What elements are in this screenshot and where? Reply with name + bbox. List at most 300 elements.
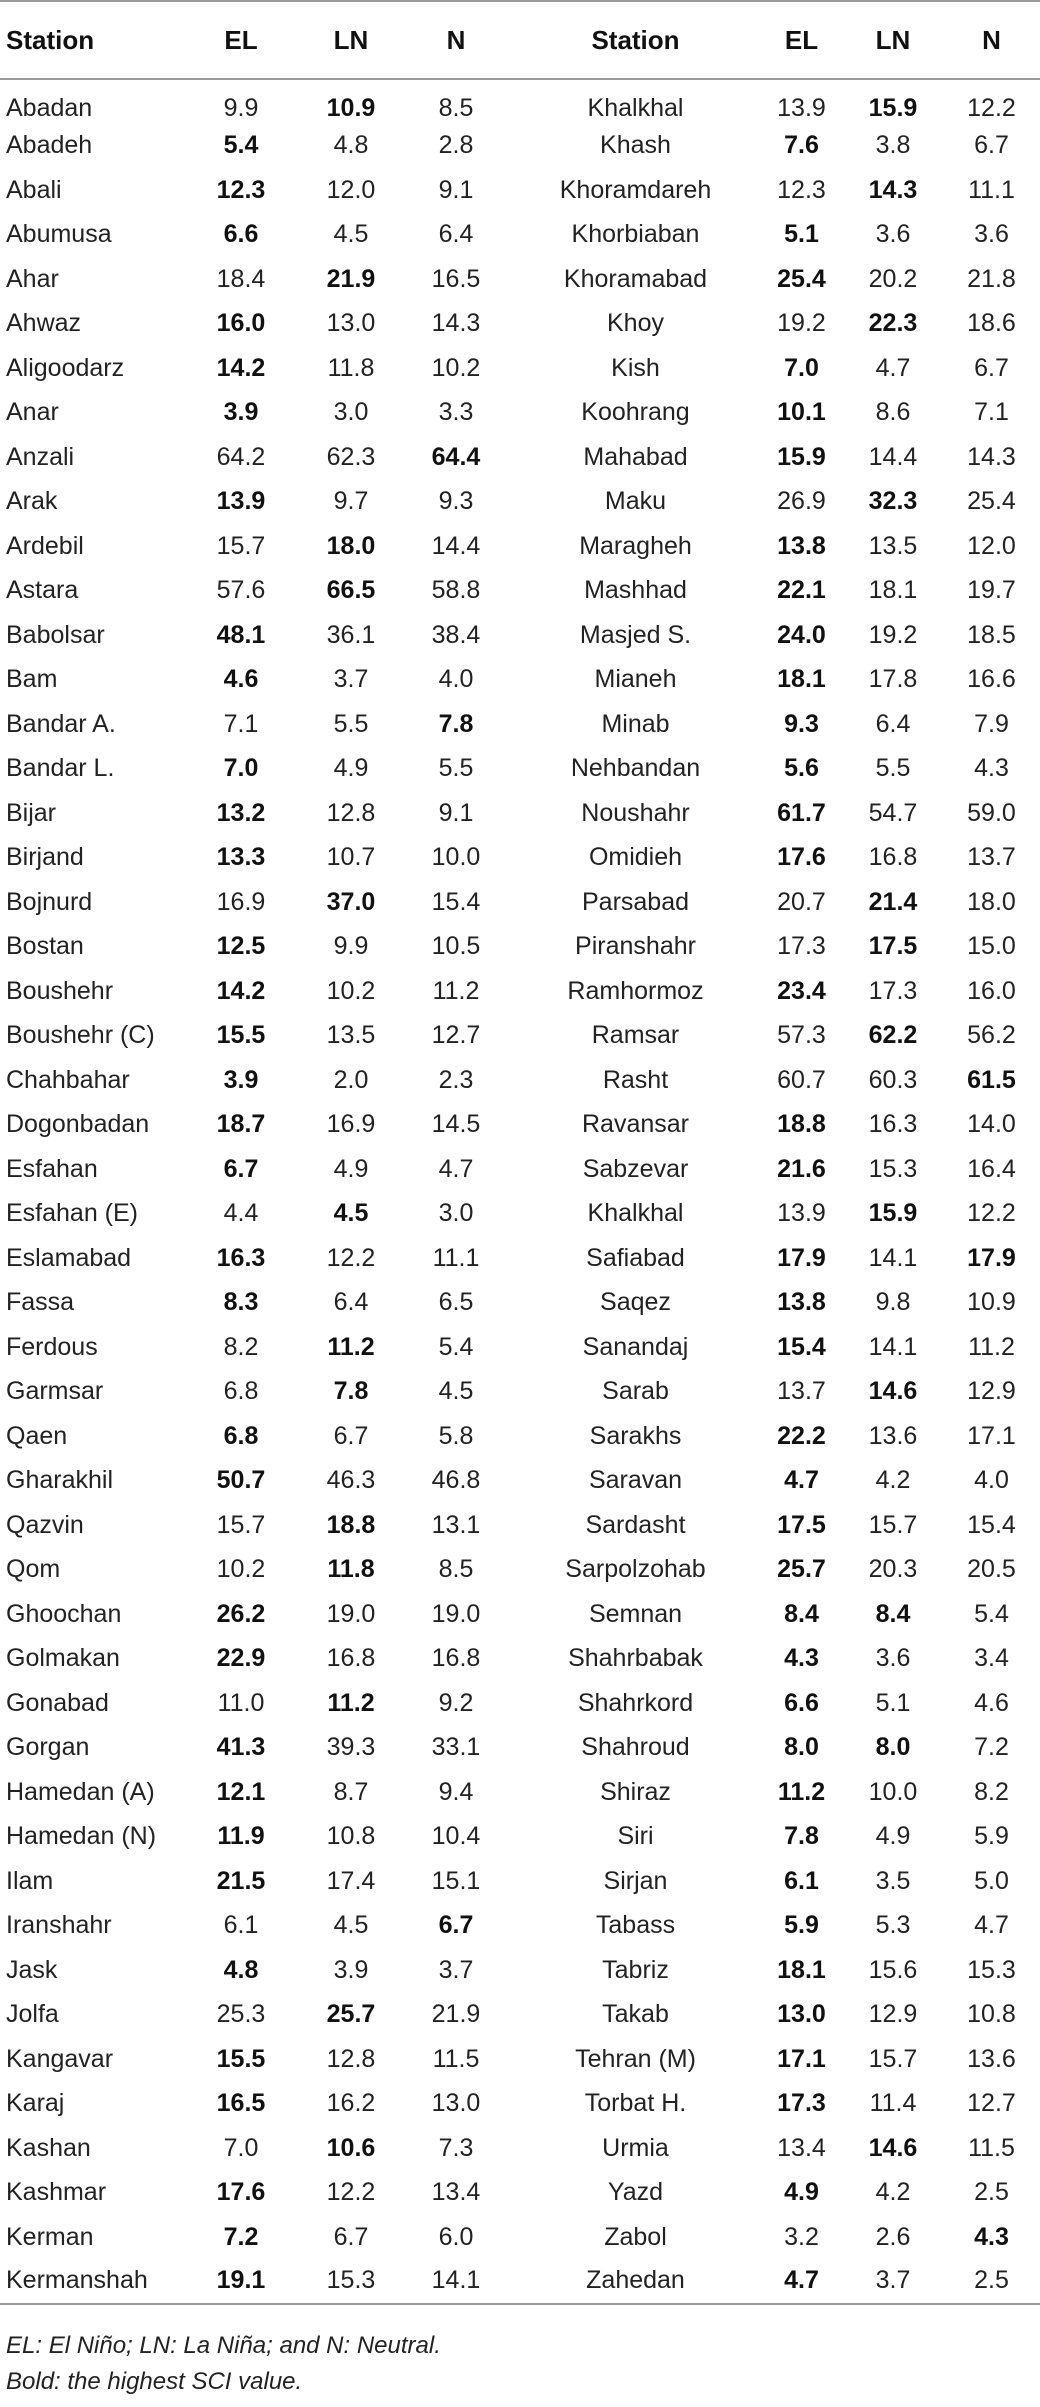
- ln-value-left: 6.7: [333, 1421, 369, 1450]
- station-name-left: Bam: [6, 665, 58, 694]
- ln-value-left: 4.5: [333, 1911, 369, 1940]
- highest-sci-value: 4.3: [974, 2222, 1009, 2251]
- n-value-left: 58.8: [431, 576, 481, 605]
- highest-sci-value: 3.9: [223, 398, 259, 427]
- highest-sci-value: 17.6: [777, 843, 826, 872]
- n-value-right: 8.2: [974, 1777, 1009, 1806]
- highest-sci-value: 8.0: [875, 1733, 911, 1762]
- table-row: [0, 2171, 1040, 2216]
- table-row: [0, 2215, 1040, 2260]
- highest-sci-value: 22.1: [777, 576, 826, 605]
- header-el-left: EL: [181, 1, 301, 79]
- table-row: [0, 1325, 1040, 1370]
- n-value-right: 14.0: [967, 1110, 1016, 1139]
- el-value-right: [760, 1414, 843, 1459]
- ln-value-left: [301, 1192, 401, 1237]
- el-value-right: [760, 1503, 843, 1548]
- el-value-right: [760, 1993, 843, 2038]
- ln-value-right: 4.2: [875, 2178, 911, 2207]
- n-value-right: 18.5: [967, 620, 1016, 649]
- highest-sci-value: 5.1: [784, 220, 819, 249]
- station-name-left: Qom: [6, 1555, 61, 1584]
- n-value-left: 12.7: [431, 1021, 481, 1050]
- highest-sci-value: 61.7: [777, 798, 826, 827]
- table-row: [0, 2126, 1040, 2171]
- station-name-right: Ramhormoz: [567, 976, 704, 1005]
- n-value-right: 3.4: [974, 1644, 1009, 1673]
- ln-value-right: 3.8: [875, 131, 911, 160]
- table-row: [0, 969, 1040, 1014]
- ln-value-right: 3.7: [843, 2260, 943, 2305]
- ln-value-left: 3.9: [333, 1955, 369, 1984]
- ln-value-left: 16.8: [326, 1644, 376, 1673]
- station-name-right: Sirjan: [603, 1866, 668, 1895]
- el-value-right: 13.9: [777, 94, 826, 123]
- station-name-right: Ravansar: [582, 1110, 689, 1139]
- highest-sci-value: 37.0: [326, 887, 376, 916]
- ln-value-left: 16.9: [326, 1110, 376, 1139]
- el-value-right: [760, 1281, 843, 1326]
- ln-value-left: 39.3: [326, 1733, 376, 1762]
- highest-sci-value: 7.8: [784, 1822, 819, 1851]
- station-name-left: Abadan: [6, 94, 93, 123]
- ln-value-right: [843, 480, 943, 525]
- ln-value-left: [301, 880, 401, 925]
- table-row: [0, 791, 1040, 836]
- table-row: [0, 1681, 1040, 1726]
- n-value-left: 14.4: [431, 531, 481, 560]
- n-value-right: 56.2: [967, 1021, 1016, 1050]
- ln-value-right: 15.7: [868, 1510, 918, 1539]
- ln-value-right: 4.2: [875, 1466, 911, 1495]
- header-station-left: Station: [0, 1, 181, 79]
- n-value-left: 11.2: [432, 976, 480, 1005]
- ln-value-right: 6.4: [875, 709, 911, 738]
- el-value-right: [760, 524, 843, 569]
- el-value-left: 11.0: [217, 1688, 265, 1717]
- n-value-left: 19.0: [431, 1599, 481, 1628]
- highest-sci-value: 7.8: [333, 1377, 369, 1406]
- table-row: [0, 925, 1040, 970]
- table-row: [0, 702, 1040, 747]
- station-name-left: Kashmar: [6, 2178, 107, 2207]
- highest-sci-value: 4.8: [223, 1955, 259, 1984]
- highest-sci-value: 4.5: [333, 1199, 369, 1228]
- ln-value-right: [843, 1592, 943, 1637]
- n-value-left: 3.3: [438, 398, 474, 427]
- ln-value-right: 3.6: [875, 1644, 911, 1673]
- ln-value-right: 9.8: [875, 1288, 911, 1317]
- el-value-right: [760, 1726, 843, 1771]
- ln-value-left: 9.9: [333, 932, 369, 961]
- el-value-left: 6.8: [223, 1377, 259, 1406]
- el-value-right: [760, 836, 843, 881]
- el-value-left: 7.0: [223, 2133, 259, 2162]
- ln-value-right: [843, 79, 943, 124]
- n-value-right: 10.9: [967, 1288, 1016, 1317]
- n-value-left: 9.4: [438, 1777, 474, 1806]
- station-name-right: Saravan: [588, 1466, 683, 1495]
- station-name-right: Minab: [601, 709, 670, 738]
- n-value-left: 7.3: [438, 2133, 474, 2162]
- station-name-left: Iranshahr: [6, 1911, 112, 1940]
- station-name-left: Gharakhil: [6, 1466, 113, 1495]
- station-name-left: Esfahan (E): [6, 1199, 139, 1228]
- el-value-left: [181, 391, 301, 436]
- el-value-left: 15.7: [216, 531, 266, 560]
- n-value-left: 46.8: [431, 1466, 481, 1495]
- header-n-left: N: [401, 1, 511, 79]
- ln-value-left: [301, 569, 401, 614]
- ln-value-left: 4.9: [333, 1154, 369, 1183]
- el-value-right: [760, 1325, 843, 1370]
- station-name-right: Shiraz: [600, 1777, 671, 1806]
- station-name-right: Mahabad: [583, 442, 688, 471]
- n-value-right: 3.6: [974, 220, 1009, 249]
- highest-sci-value: 17.1: [777, 2044, 826, 2073]
- n-value-left: 4.0: [438, 665, 474, 694]
- station-name-left: Hamedan (A): [6, 1777, 155, 1806]
- ln-value-right: 3.5: [875, 1866, 911, 1895]
- ln-value-left: [301, 1325, 401, 1370]
- el-value-left: [181, 1147, 301, 1192]
- n-value-left: [401, 1904, 511, 1949]
- n-value-left: 8.5: [438, 1555, 474, 1584]
- n-value-left: 14.3: [431, 309, 481, 338]
- highest-sci-value: 11.2: [327, 1688, 375, 1717]
- table-row: [0, 435, 1040, 480]
- ln-value-right: [843, 168, 943, 213]
- ln-value-left: 4.8: [333, 131, 369, 160]
- highest-sci-value: 6.1: [784, 1866, 819, 1895]
- el-value-right: [760, 1815, 843, 1860]
- ln-value-right: 15.3: [868, 1154, 918, 1183]
- el-value-right: 26.9: [777, 487, 826, 516]
- el-value-left: [181, 2171, 301, 2216]
- n-value-right: 11.5: [968, 2133, 1015, 2162]
- table-row: [0, 2260, 1040, 2305]
- el-value-right: 57.3: [777, 1021, 826, 1050]
- station-name-left: Bandar L.: [6, 754, 115, 783]
- station-name-right: Maragheh: [579, 531, 692, 560]
- el-value-left: [181, 1014, 301, 1059]
- highest-sci-value: 25.7: [326, 2000, 376, 2029]
- n-value-left: 3.7: [438, 1955, 474, 1984]
- ln-value-left: [301, 2126, 401, 2171]
- ln-value-left: 15.3: [301, 2260, 401, 2305]
- highest-sci-value: 14.2: [216, 976, 266, 1005]
- n-value-right: 4.0: [974, 1466, 1009, 1495]
- ln-value-right: 17.3: [868, 976, 918, 1005]
- ln-value-right: [843, 1192, 943, 1237]
- table-row: [0, 836, 1040, 881]
- el-value-left: 9.9: [223, 94, 259, 123]
- n-value-right: [943, 2215, 1040, 2260]
- table-row: [0, 747, 1040, 792]
- n-value-left: 13.1: [431, 1510, 481, 1539]
- n-value-right: 6.7: [974, 353, 1009, 382]
- highest-sci-value: 23.4: [777, 976, 826, 1005]
- n-value-right: 4.6: [974, 1688, 1009, 1717]
- station-name-left: Hamedan (N): [6, 1822, 157, 1851]
- el-value-left: [181, 1236, 301, 1281]
- el-value-left: 64.2: [216, 442, 266, 471]
- n-value-right: 15.3: [967, 1955, 1016, 1984]
- table-header: [0, 1, 1040, 79]
- highest-sci-value: 13.0: [777, 2000, 826, 2029]
- n-value-left: 9.1: [438, 175, 474, 204]
- n-value-right: 16.4: [967, 1154, 1016, 1183]
- ln-value-right: [843, 1370, 943, 1415]
- n-value-left: 5.5: [438, 754, 474, 783]
- n-value-right: 2.5: [943, 2260, 1040, 2305]
- table-row: [0, 2037, 1040, 2082]
- highest-sci-value: 18.1: [777, 665, 826, 694]
- highest-sci-value: 6.6: [784, 1688, 819, 1717]
- ln-value-right: 15.7: [868, 2044, 918, 2073]
- n-value-left: 9.1: [438, 798, 474, 827]
- n-value-left: 4.5: [438, 1377, 474, 1406]
- table-row: [0, 79, 1040, 124]
- highest-sci-value: 62.2: [868, 1021, 918, 1050]
- highest-sci-value: 7.2: [223, 2222, 259, 2251]
- el-value-left: 15.7: [216, 1510, 266, 1539]
- station-name-right: Shahrkord: [577, 1688, 694, 1717]
- el-value-right: 20.7: [777, 887, 826, 916]
- highest-sci-value: 21.5: [216, 1866, 266, 1895]
- header-station-right: Station: [511, 1, 760, 79]
- n-value-right: 5.0: [974, 1866, 1009, 1895]
- ln-value-right: 16.3: [868, 1110, 918, 1139]
- n-value-left: 10.5: [431, 932, 481, 961]
- el-value-right: [760, 2037, 843, 2082]
- ln-value-right: 5.3: [875, 1911, 911, 1940]
- ln-value-right: [843, 302, 943, 347]
- ln-value-left: 4.9: [333, 754, 369, 783]
- highest-sci-value: 6.7: [438, 1911, 474, 1940]
- station-name-left: Aligoodarz: [6, 353, 125, 382]
- highest-sci-value: 66.5: [326, 576, 376, 605]
- highest-sci-value: 12.3: [216, 175, 266, 204]
- table-row: [0, 1281, 1040, 1326]
- el-value-right: [760, 1859, 843, 1904]
- el-value-right: [760, 2171, 843, 2216]
- highest-sci-value: 10.6: [326, 2133, 376, 2162]
- highest-sci-value: 6.8: [223, 1421, 259, 1450]
- highest-sci-value: 13.2: [216, 798, 266, 827]
- ln-value-left: 11.8: [327, 353, 375, 382]
- table-row: [0, 524, 1040, 569]
- station-name-left: Golmakan: [6, 1644, 120, 1673]
- station-name-right: Piranshahr: [575, 932, 696, 961]
- highest-sci-value: 7.0: [784, 353, 819, 382]
- station-name-right: Khoy: [607, 309, 664, 338]
- ln-value-left: 4.5: [333, 220, 369, 249]
- highest-sci-value: 32.3: [868, 487, 918, 516]
- n-value-right: 12.7: [967, 2089, 1016, 2118]
- el-value-left: [181, 1281, 301, 1326]
- highest-sci-value: 48.1: [216, 620, 266, 649]
- el-value-left: [181, 1414, 301, 1459]
- n-value-left: 10.2: [431, 353, 481, 382]
- n-value-right: 18.0: [967, 887, 1016, 916]
- n-value-left: 3.0: [438, 1199, 474, 1228]
- el-value-right: [760, 747, 843, 792]
- highest-sci-value: 6.6: [223, 220, 259, 249]
- ln-value-left: 17.4: [326, 1866, 376, 1895]
- el-value-right: [760, 2260, 843, 2305]
- n-value-left: 14.5: [431, 1110, 481, 1139]
- n-value-right: [943, 1058, 1040, 1103]
- highest-sci-value: 21.6: [777, 1154, 826, 1183]
- station-name-left: Abali: [6, 175, 62, 204]
- station-name-right: Sarakhs: [589, 1421, 682, 1450]
- n-value-right: 5.9: [974, 1822, 1009, 1851]
- n-value-left: 6.5: [438, 1288, 474, 1317]
- el-value-right: [760, 391, 843, 436]
- table-row: [0, 613, 1040, 658]
- el-value-right: [760, 969, 843, 1014]
- n-value-right: 15.0: [967, 932, 1016, 961]
- n-value-right: 18.6: [967, 309, 1016, 338]
- el-value-right: [760, 257, 843, 302]
- table-body: [0, 79, 1040, 2304]
- highest-sci-value: 15.9: [868, 1199, 918, 1228]
- table-row: [0, 302, 1040, 347]
- ln-value-right: 15.6: [868, 1955, 918, 1984]
- ln-value-left: [301, 524, 401, 569]
- station-name-left: Ferdous: [6, 1332, 98, 1361]
- ln-value-right: 18.1: [868, 576, 918, 605]
- station-name-right: Tabass: [595, 1911, 676, 1940]
- el-value-right: [760, 791, 843, 836]
- table-row: [0, 1503, 1040, 1548]
- n-value-left: 38.4: [431, 620, 481, 649]
- station-name-left: Dogonbadan: [6, 1110, 150, 1139]
- highest-sci-value: 14.2: [216, 353, 266, 382]
- highest-sci-value: 15.5: [216, 2044, 266, 2073]
- highest-sci-value: 14.6: [868, 2133, 918, 2162]
- table-row: [0, 346, 1040, 391]
- el-value-left: [181, 836, 301, 881]
- el-value-left: [181, 925, 301, 970]
- n-value-left: 15.1: [431, 1866, 481, 1895]
- highest-sci-value: 14.3: [868, 175, 918, 204]
- highest-sci-value: 18.8: [777, 1110, 826, 1139]
- station-name-left: Jask: [6, 1955, 58, 1984]
- station-name-left: Gonabad: [6, 1688, 109, 1717]
- station-name-right: Khoramabad: [563, 264, 708, 293]
- highest-sci-value: 15.9: [868, 94, 918, 123]
- el-value-left: [181, 124, 301, 169]
- el-value-left: [181, 1103, 301, 1148]
- highest-sci-value: 21.9: [326, 264, 376, 293]
- n-value-right: 12.0: [967, 531, 1016, 560]
- station-name-right: Tehran (M): [575, 2044, 696, 2073]
- n-value-right: 20.5: [967, 1555, 1016, 1584]
- highest-sci-value: 50.7: [216, 1466, 266, 1495]
- station-name-right: Sarab: [602, 1377, 669, 1406]
- ln-value-right: 13.6: [868, 1421, 918, 1450]
- el-value-right: [760, 658, 843, 703]
- el-value-left: [181, 969, 301, 1014]
- highest-sci-value: 7.8: [438, 709, 474, 738]
- highest-sci-value: 22.9: [216, 1644, 266, 1673]
- highest-sci-value: 13.8: [777, 531, 826, 560]
- table-row: [0, 1726, 1040, 1771]
- el-value-left: [181, 1815, 301, 1860]
- station-name-left: Kangavar: [6, 2044, 114, 2073]
- station-name-right: Kish: [611, 353, 660, 382]
- ln-value-right: 4.9: [875, 1822, 911, 1851]
- highest-sci-value: 18.0: [326, 531, 376, 560]
- highest-sci-value: 8.3: [223, 1288, 259, 1317]
- n-value-right: 4.3: [974, 754, 1009, 783]
- highest-sci-value: 9.3: [784, 709, 819, 738]
- table-row: [0, 1147, 1040, 1192]
- highest-sci-value: 22.3: [868, 309, 918, 338]
- ln-value-left: 12.2: [326, 2178, 376, 2207]
- table-row: [0, 1815, 1040, 1860]
- station-name-left: Babolsar: [6, 620, 105, 649]
- ln-value-right: 12.9: [868, 2000, 918, 2029]
- ln-value-left: 6.4: [333, 1288, 369, 1317]
- n-value-left: 6.4: [438, 220, 474, 249]
- ln-value-right: [843, 2126, 943, 2171]
- n-value-right: 11.2: [968, 1332, 1015, 1361]
- table-row: [0, 257, 1040, 302]
- highest-sci-value: 7.6: [784, 131, 819, 160]
- ln-value-left: 6.7: [333, 2222, 369, 2251]
- header-n-right: N: [943, 1, 1040, 79]
- n-value-right: 10.8: [967, 2000, 1016, 2029]
- ln-value-right: 13.5: [868, 531, 918, 560]
- ln-value-left: [301, 79, 401, 124]
- n-value-right: 16.6: [967, 665, 1016, 694]
- table-row: [0, 1548, 1040, 1593]
- header-ln-right: LN: [843, 1, 943, 79]
- station-name-right: Sarpolzohab: [565, 1555, 706, 1584]
- el-value-right: [760, 346, 843, 391]
- station-name-right: Nehbandan: [570, 754, 701, 783]
- station-name-right: Shahrbabak: [568, 1644, 703, 1673]
- highest-sci-value: 5.6: [784, 754, 819, 783]
- n-value-right: 15.4: [967, 1510, 1016, 1539]
- el-value-left: [181, 1459, 301, 1504]
- station-name-left: Anar: [6, 398, 59, 427]
- station-name-right: Semnan: [588, 1599, 683, 1628]
- highest-sci-value: 8.4: [875, 1599, 911, 1628]
- ln-value-right: [843, 1014, 943, 1059]
- table-row: [0, 569, 1040, 614]
- station-name-left: Gorgan: [6, 1733, 90, 1762]
- ln-value-left: [301, 1370, 401, 1415]
- ln-value-right: 17.8: [868, 665, 918, 694]
- ln-value-right: [843, 1726, 943, 1771]
- station-name-right: Khash: [600, 131, 671, 160]
- table-row: [0, 1592, 1040, 1637]
- el-value-right: [760, 1147, 843, 1192]
- station-name-left: Kerman: [6, 2222, 94, 2251]
- el-value-right: 19.2: [777, 309, 826, 338]
- highest-sci-value: 4.7: [784, 2265, 819, 2294]
- el-value-left: 7.1: [223, 709, 259, 738]
- el-value-right: [760, 2082, 843, 2127]
- highest-sci-value: 12.5: [216, 932, 266, 961]
- ln-value-left: 36.1: [326, 620, 376, 649]
- highest-sci-value: 11.2: [327, 1332, 375, 1361]
- footnote-bold-meaning: Bold: the highest SCI value.: [6, 2368, 303, 2395]
